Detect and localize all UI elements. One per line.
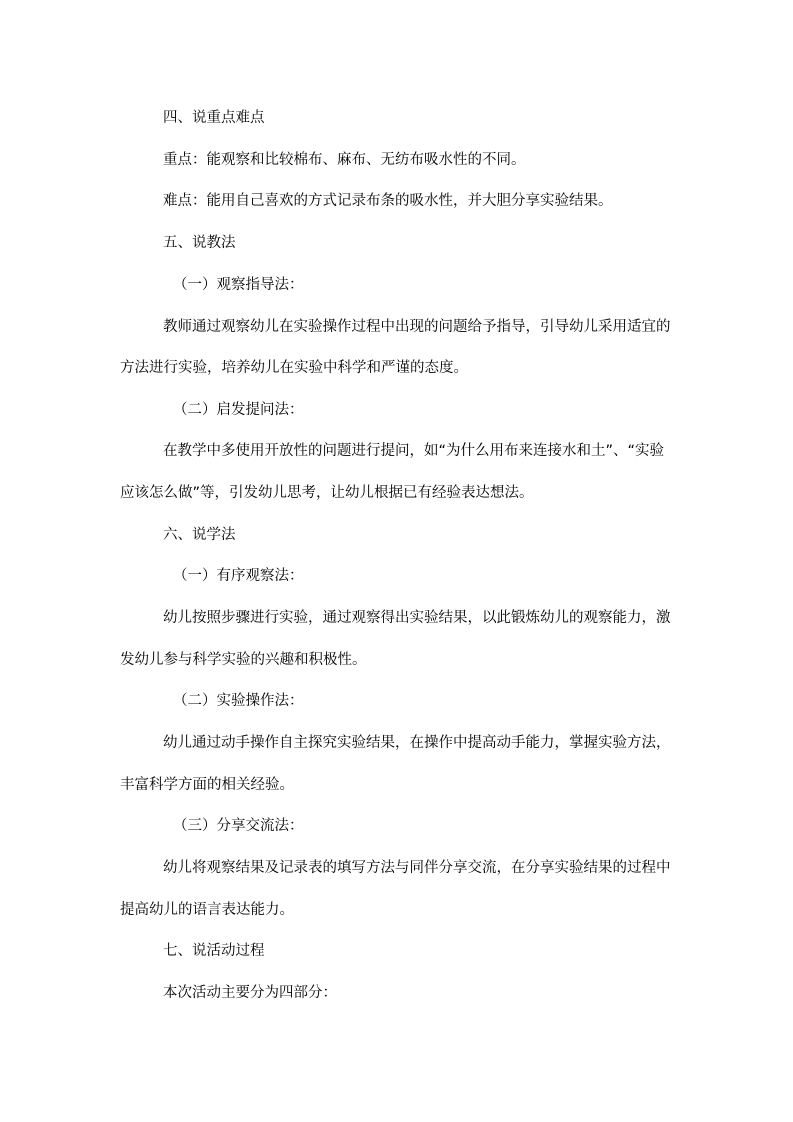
teaching-method-2-line-1: 在教学中多使用开放性的问题进行提问，如“为什么用布来连接水和土”、“实验 [163, 443, 665, 459]
learning-method-1-line-1: 幼儿按照步骤进行实验，通过观察得出实验结果，以此锻炼幼儿的观察能力，激 [163, 610, 671, 626]
difficulty-text: 难点：能用自己喜欢的方式记录布条的吸水性，并大胆分享实验结果。 [163, 193, 613, 209]
activity-process-intro: 本次活动主要分为四部分： [163, 985, 337, 1001]
teaching-method-1-title: （一）观察指导法： [173, 277, 304, 293]
learning-method-1-line-2: 发幼儿参与科学实验的兴趣和积极性。 [120, 652, 367, 668]
section-heading-7: 七、说活动过程 [163, 943, 265, 959]
teaching-method-2-line-2: 应该怎么做”等，引发幼儿思考，让幼儿根据已有经验表达想法。 [120, 485, 534, 501]
section-heading-6: 六、说学法 [163, 527, 236, 543]
teaching-method-1-line-2: 方法进行实验，培养幼儿在实验中科学和严谨的态度。 [120, 360, 468, 376]
section-heading-5: 五、说教法 [163, 235, 236, 251]
learning-method-3-line-2: 提高幼儿的语言表达能力。 [120, 902, 294, 918]
section-heading-4: 四、说重点难点 [163, 110, 265, 126]
teaching-method-2-title: （二）启发提问法： [173, 402, 304, 418]
learning-method-2-line-2: 丰富科学方面的相关经验。 [120, 777, 294, 793]
learning-method-2-line-1: 幼儿通过动手操作自主探究实验结果，在操作中提高动手能力，掌握实验方法， [163, 735, 671, 751]
key-point-text: 重点：能观察和比较棉布、麻布、无纺布吸水性的不同。 [163, 152, 526, 168]
learning-method-3-title: （三）分享交流法： [173, 818, 304, 834]
teaching-method-1-line-1: 教师通过观察幼儿在实验操作过程中出现的问题给予指导，引导幼儿采用适宜的 [163, 319, 671, 335]
learning-method-1-title: （一）有序观察法： [173, 568, 304, 584]
learning-method-3-line-1: 幼儿将观察结果及记录表的填写方法与同伴分享交流，在分享实验结果的过程中 [163, 860, 671, 876]
learning-method-2-title: （二）实验操作法： [173, 693, 304, 709]
